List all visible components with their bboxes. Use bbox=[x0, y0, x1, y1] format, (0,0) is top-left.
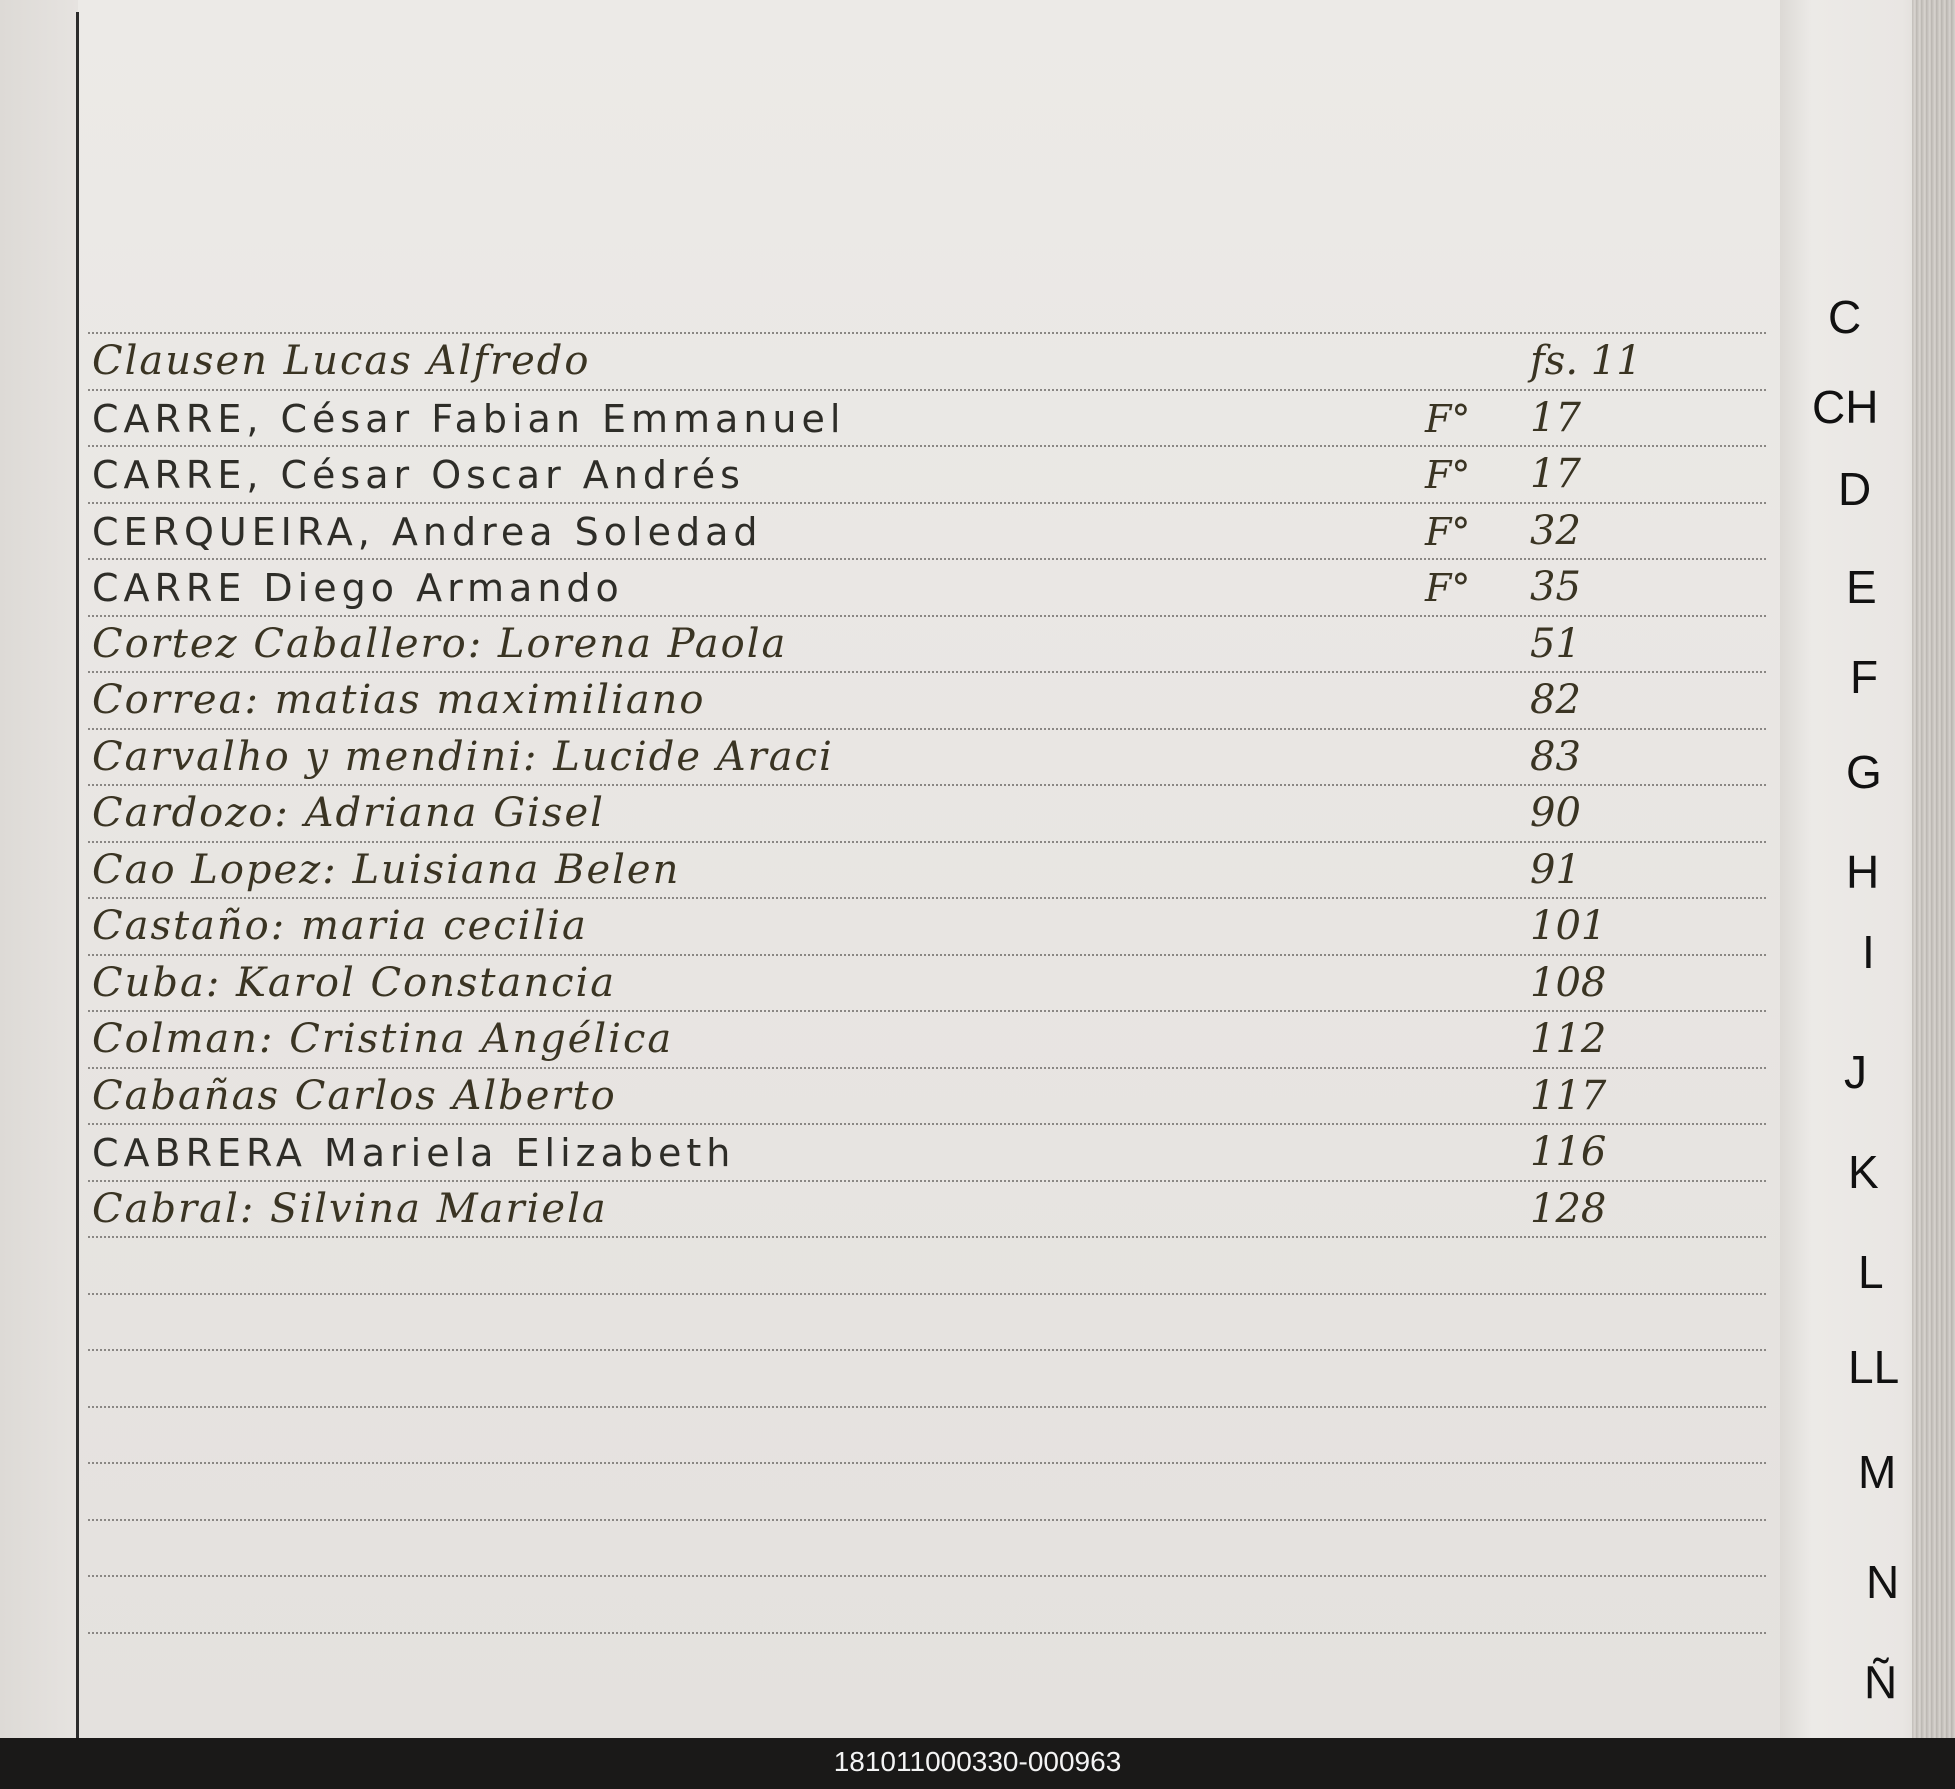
entry-page-number: 108 bbox=[1530, 960, 1607, 1006]
index-tab-letter[interactable]: C bbox=[1828, 291, 1862, 343]
entry-name: Cortez Caballero: Lorena Paola bbox=[92, 621, 788, 667]
page-edge bbox=[1912, 0, 1955, 1738]
entry-name: Cabral: Silvina Mariela bbox=[92, 1186, 608, 1232]
entry-name: CARRE, César Oscar Andrés bbox=[92, 453, 745, 497]
ruled-line bbox=[88, 1519, 1766, 1521]
left-page-shade bbox=[0, 0, 78, 1738]
index-entry bbox=[90, 956, 1750, 1010]
entry-page-number: 17 bbox=[1530, 395, 1581, 441]
index-tab-letter[interactable]: I bbox=[1862, 926, 1875, 978]
index-entry bbox=[90, 899, 1750, 953]
entry-name: Cabañas Carlos Alberto bbox=[92, 1073, 617, 1119]
entry-name: Cuba: Karol Constancia bbox=[92, 960, 617, 1006]
entry-page-number: 51 bbox=[1530, 621, 1581, 667]
entry-page-number: 83 bbox=[1530, 734, 1581, 780]
entry-name: Colman: Cristina Angélica bbox=[92, 1016, 674, 1062]
index-tab-letter[interactable]: J bbox=[1844, 1046, 1867, 1098]
entry-page-number: 116 bbox=[1530, 1129, 1607, 1175]
footer-bar bbox=[0, 1738, 1955, 1789]
document-id: 181011000330-000963 bbox=[833, 1746, 1122, 1777]
entry-page-number: 32 bbox=[1530, 508, 1581, 554]
index-tab-letter[interactable]: CH bbox=[1812, 381, 1879, 433]
index-entry bbox=[90, 1182, 1750, 1236]
index-tab-letter[interactable]: Ñ bbox=[1864, 1656, 1898, 1708]
index-tab-letter[interactable]: H bbox=[1846, 846, 1880, 898]
entry-page-number: 82 bbox=[1530, 677, 1581, 723]
entry-name: Clausen Lucas Alfredo bbox=[92, 338, 591, 384]
margin-line bbox=[76, 12, 79, 1738]
index-entry bbox=[90, 673, 1750, 727]
entry-folio-mark: F° bbox=[1425, 397, 1471, 441]
ruled-line bbox=[88, 1406, 1766, 1408]
entry-name: CARRE Diego Armando bbox=[92, 566, 624, 610]
entry-page-number: 91 bbox=[1530, 847, 1581, 893]
entry-name: CARRE, César Fabian Emmanuel bbox=[92, 397, 846, 441]
entry-name: Cao Lopez: Luisiana Belen bbox=[92, 847, 681, 893]
entry-name: Cardozo: Adriana Gisel bbox=[92, 790, 605, 836]
entry-folio-mark: F° bbox=[1425, 510, 1471, 554]
index-tab-letter[interactable]: M bbox=[1858, 1446, 1897, 1498]
entry-page-number: 117 bbox=[1530, 1073, 1607, 1119]
index-tab-letter[interactable]: D bbox=[1838, 463, 1872, 515]
entry-name: CABRERA Mariela Elizabeth bbox=[92, 1131, 736, 1175]
index-tab-letter[interactable]: G bbox=[1846, 746, 1882, 798]
entry-page-number: 112 bbox=[1530, 1016, 1607, 1062]
entry-page-number: 101 bbox=[1530, 903, 1607, 949]
entry-page-number: fs. 11 bbox=[1530, 338, 1642, 384]
index-entry bbox=[90, 560, 1750, 614]
entry-folio-mark: F° bbox=[1425, 566, 1471, 610]
ruled-line bbox=[88, 1349, 1766, 1351]
index-entry bbox=[90, 843, 1750, 897]
entry-name: Correa: matias maximiliano bbox=[92, 677, 706, 723]
index-tab-letter[interactable]: L bbox=[1858, 1246, 1884, 1298]
index-entry bbox=[90, 1069, 1750, 1123]
entry-page-number: 17 bbox=[1530, 451, 1581, 497]
index-tab-letter[interactable]: N bbox=[1866, 1556, 1900, 1608]
ruled-line bbox=[88, 1462, 1766, 1464]
entry-name: CERQUEIRA, Andrea Soledad bbox=[92, 510, 763, 554]
index-entry bbox=[90, 391, 1750, 445]
entry-name: Castaño: maria cecilia bbox=[92, 903, 588, 949]
entry-folio-mark: F° bbox=[1425, 453, 1471, 497]
index-tab-letter[interactable]: E bbox=[1846, 561, 1877, 613]
index-entry bbox=[90, 1012, 1750, 1066]
index-tab-letter[interactable]: K bbox=[1848, 1146, 1879, 1198]
entry-page-number: 128 bbox=[1530, 1186, 1607, 1232]
index-entry bbox=[90, 786, 1750, 840]
ruled-line bbox=[88, 1632, 1766, 1634]
ruled-line bbox=[88, 1236, 1766, 1238]
index-entry bbox=[90, 504, 1750, 558]
index-entry bbox=[90, 447, 1750, 501]
index-entry bbox=[90, 730, 1750, 784]
index-tab-letter[interactable]: LL bbox=[1848, 1341, 1900, 1393]
index-entry bbox=[90, 617, 1750, 671]
index-tab-letter[interactable]: F bbox=[1850, 651, 1879, 703]
ruled-line bbox=[88, 1293, 1766, 1295]
index-entry bbox=[90, 334, 1750, 388]
index-entry bbox=[90, 1125, 1750, 1179]
entry-page-number: 35 bbox=[1530, 564, 1581, 610]
entry-page-number: 90 bbox=[1530, 790, 1581, 836]
ruled-line bbox=[88, 1575, 1766, 1577]
entry-name: Carvalho y mendini: Lucide Araci bbox=[92, 734, 834, 780]
